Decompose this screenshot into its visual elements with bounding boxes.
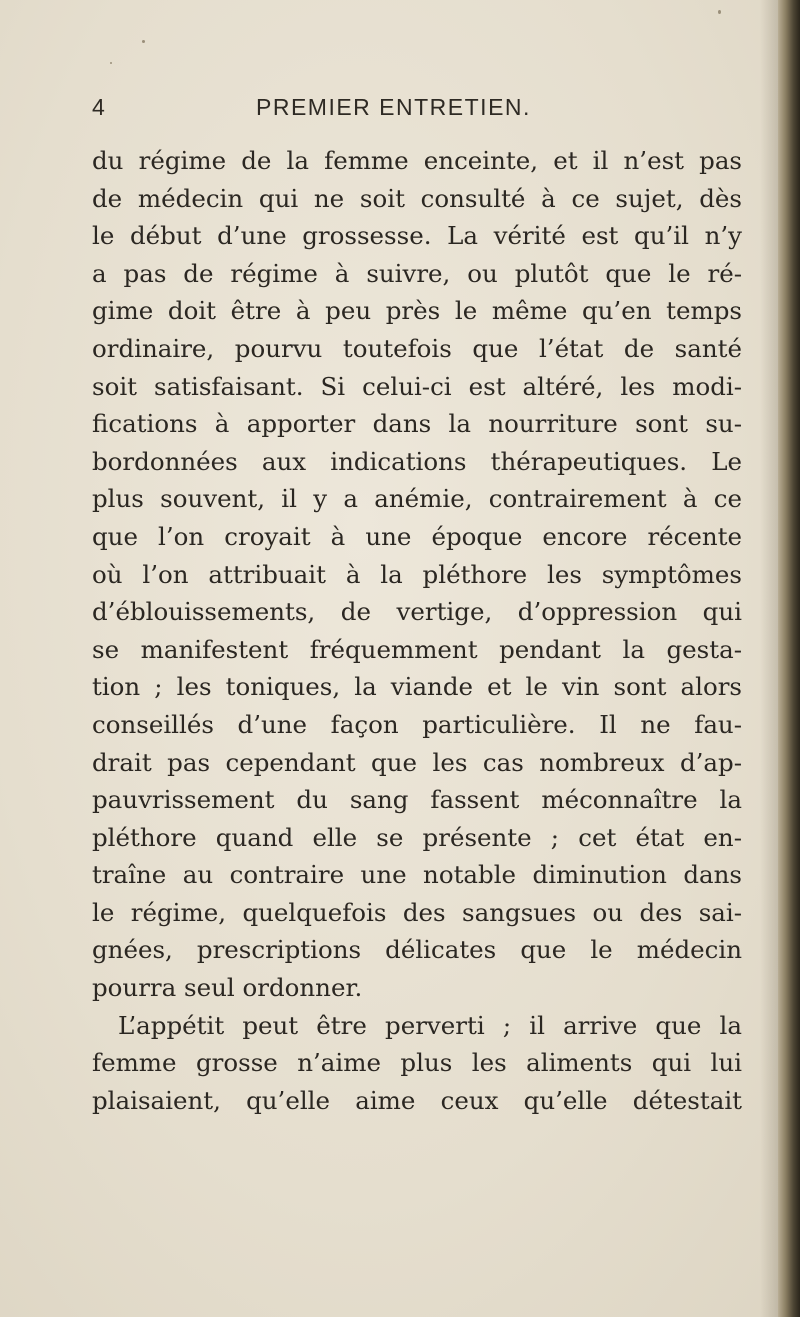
text-line: femme grosse n’aime plus les aliments qui lui [92, 1048, 742, 1078]
text-line: pléthore quand elle se présente ; cet état en- [92, 822, 742, 852]
text-line: conseillés d’une façon particulière. Il ne fau- [92, 709, 742, 739]
body-text [92, 142, 742, 1119]
text-line: plus souvent, il y a anémie, contrairement à ce [92, 484, 742, 514]
text-line: drait pas cependant que les cas nombreux d’ap- [92, 747, 742, 777]
text-line: gime doit être à peu près le même qu’en temps [92, 296, 742, 326]
page-number: 4 [92, 94, 106, 120]
text-line: ordinaire, pourvu toutefois que l’état de santé [92, 333, 742, 363]
text-line: d’éblouissements, de vertige, d’oppression qui [92, 597, 742, 627]
text-line: plaisaient, qu’elle aime ceux qu’elle détestait [92, 1085, 742, 1115]
text-line: de médecin qui ne soit consulté à ce sujet, dès [92, 183, 742, 213]
text-line: soit satisfaisant. Si celui-ci est altéré, les modi- [92, 371, 742, 401]
running-header [92, 92, 752, 128]
running-title: PREMIER ENTRETIEN. [256, 94, 531, 120]
text-line: pourra seul ordonner. [92, 973, 363, 1003]
text-line: le début d’une grossesse. La vérité est qu’il n’y [92, 221, 742, 251]
text-line: a pas de régime à suivre, ou plutôt que le ré- [92, 258, 742, 288]
paper-speck [110, 62, 112, 64]
text-line: gnées, prescriptions délicates que le médecin [92, 935, 742, 965]
text-line: pauvrissement du sang fassent méconnaître la [92, 785, 742, 815]
binding-shadow [760, 0, 778, 1317]
binding-edge [778, 0, 800, 1317]
text-line: que l’on croyait à une époque encore récente [92, 521, 742, 551]
text-line: L’appétit peut être perverti ; il arrive que la [118, 1010, 742, 1040]
text-line: tion ; les toniques, la viande et le vin sont alors [92, 672, 742, 702]
text-line: bordonnées aux indications thérapeutiques. Le [92, 446, 742, 476]
paper-speck [142, 40, 145, 43]
text-line: fications à apporter dans la nourriture sont su- [92, 409, 742, 439]
text-line: se manifestent fréquemment pendant la gesta- [92, 634, 742, 664]
text-line: traîne au contraire une notable diminution dans [92, 860, 742, 890]
text-line: où l’on attribuait à la pléthore les symptômes [92, 559, 742, 589]
paper-speck [718, 10, 721, 14]
text-line: le régime, quelquefois des sangsues ou des sai- [92, 897, 742, 927]
text-line: du régime de la femme enceinte, et il n’est pas [92, 146, 742, 175]
